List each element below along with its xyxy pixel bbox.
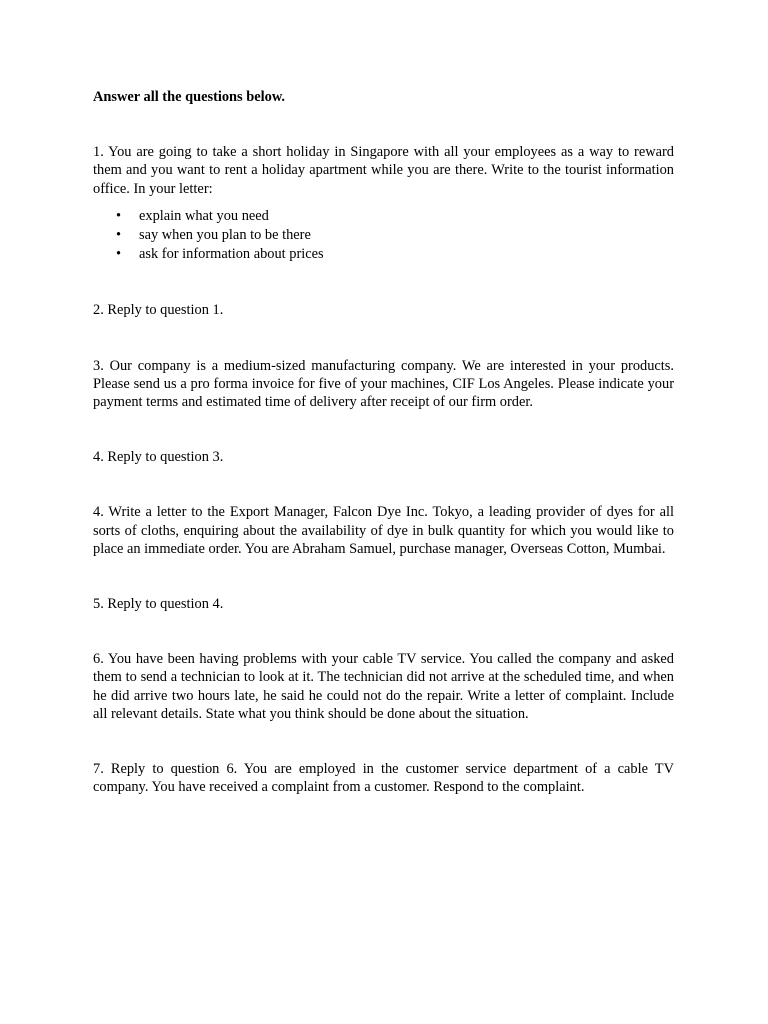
- question-2: 2. Reply to question 1.: [93, 302, 224, 319]
- bullet-item: [93, 245, 674, 264]
- question-4: 4. Write a letter to the Export Manager, Falcon Dye Inc. Tokyo, a leading provider of dyes for all sorts of cloths, enquiring about the availability of dye in bulk quantity for which you would like to place an immediate order. You are Abraham Samuel, purchase manager, Overseas Cotton, Mumbai.: [93, 504, 674, 557]
- spacer: [93, 264, 674, 301]
- bullet-text: say when you plan to be there: [139, 227, 311, 244]
- question-1: 1. You are going to take a short holiday in Singapore with all your employees as a way to reward them and you want to rent a holiday apartment while you are there. Write to the tourist information office. In your letter:: [93, 144, 674, 197]
- bullet-icon: •: [116, 227, 122, 244]
- question-3: 3. Our company is a medium-sized manufacturing company. We are interested in your products. Please send us a pro forma invoice for five of your machines, CIF Los Angeles. Please indicate your payment terms and estimated time of delivery after receipt of our firm order.: [93, 357, 674, 411]
- question-1-bullet-list: [93, 207, 674, 265]
- spacer: [93, 613, 674, 650]
- question-4-reply: 4. Reply to question 3.: [93, 449, 224, 466]
- question-7: 7. Reply to question 6. You are employed in the customer service department of a cable TV company. You have received a complaint from a customer. Respond to the complaint.: [93, 761, 674, 796]
- page-heading: Answer all the questions below.: [93, 89, 286, 105]
- document-page: [93, 88, 674, 796]
- question-5: 5. Reply to question 4.: [93, 596, 224, 613]
- bullet-text: ask for information about prices: [139, 246, 324, 263]
- spacer: [93, 320, 674, 357]
- spacer: [93, 411, 674, 448]
- spacer: [93, 558, 674, 595]
- bullet-icon: •: [116, 207, 122, 224]
- bullet-item: [93, 226, 674, 245]
- question-6: 6. You have been having problems with your cable TV service. You called the company and asked them to send a technician to look at it. The technician did not arrive at the scheduled time, and when he did arrive two hours late, he said he could not do the repair. Write a letter of complaint. Include all relevant details. State what you think should be done about the situation.: [93, 651, 674, 722]
- spacer: [93, 723, 674, 760]
- bullet-item: [93, 207, 674, 226]
- bullet-icon: •: [116, 246, 122, 263]
- spacer: [93, 466, 674, 503]
- bullet-text: explain what you need: [139, 207, 269, 224]
